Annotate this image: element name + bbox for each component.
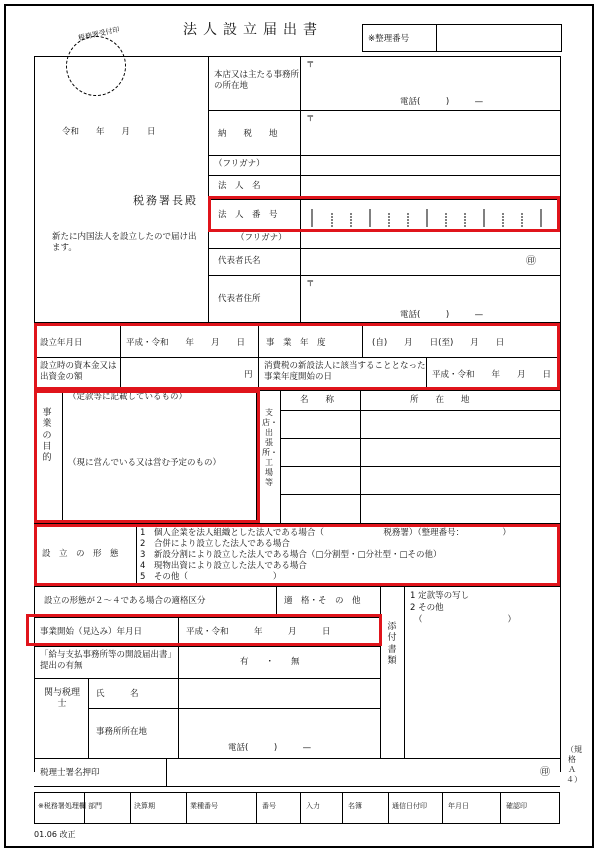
consumption-label: 消費税の新設法人に該当することとなった事業年度開始の日: [264, 361, 426, 382]
daihyo-name-label: 代表者氏名: [218, 256, 261, 266]
attach-item-1: 1 定款等の写し: [410, 591, 470, 601]
form-item-1: 1 個人企業を法人組織とした法人である場合（ 税務署）（整理番号： ）: [140, 528, 511, 538]
tax-office-label: 税務署長殿: [133, 194, 198, 207]
capital-yen: 円: [244, 370, 253, 380]
branch-label: 支店・出張所・工場等: [262, 408, 278, 487]
highlight-form: [34, 524, 560, 586]
daihyo-phone: 電話( ) —: [400, 310, 484, 320]
footer-col-2: 決算期: [134, 802, 155, 810]
tekikaku-value[interactable]: 適 格・そ の 他: [284, 596, 361, 606]
honten-label: 本店又は主たる事務所の所在地: [214, 70, 300, 91]
hojinbango-label: 法 人 番 号: [218, 210, 278, 220]
tekikaku-label: 設立の形態が２～４である場合の適格区分: [44, 596, 206, 606]
highlight-establishment: [34, 323, 560, 390]
nozei-postal: 〒: [306, 114, 315, 124]
attach-item-3: （ ）: [414, 615, 517, 625]
highlight-purpose: [34, 390, 260, 523]
attach-label: 添付書類: [387, 622, 397, 666]
purpose-label: 事業の目的: [42, 408, 52, 463]
daihyo-addr-label: 代表者住所: [218, 294, 261, 304]
kanyo-label: 関与税理士: [44, 688, 81, 710]
attach-item-2: 2 その他: [410, 603, 444, 613]
fiscal-year-label: 事 業 年 度: [266, 338, 326, 348]
footer-col-1: 部門: [88, 802, 102, 810]
nozei-label: 納 税 地: [218, 129, 278, 139]
kyuyo-value[interactable]: 有 ・ 無: [240, 657, 300, 667]
honten-postal: 〒: [306, 60, 315, 70]
furigana-label-2: （フリガナ）: [236, 233, 287, 243]
start-date-label: 事業開始（見込み）年月日: [40, 627, 143, 637]
consumption-value[interactable]: 平成・令和 年 月 日: [432, 370, 552, 380]
form-item-2: 2 合併により設立した法人である場合: [140, 539, 290, 549]
notice-text: 新たに内国法人を設立したので届け出ます。: [52, 232, 197, 253]
form-item-4: 4 現物出資により設立した法人である場合: [140, 561, 307, 571]
establish-date-label: 設立年月日: [40, 338, 83, 348]
footer-col-0: ※税務署処理欄: [38, 802, 86, 810]
form-item-5: 5 その他（ ）: [140, 572, 282, 582]
branch-location-header: 所 在 地: [410, 395, 470, 405]
daihyo-postal: 〒: [306, 279, 315, 289]
footer-col-4: 番号: [262, 802, 276, 810]
branch-name-header: 名 称: [300, 395, 335, 405]
reception-stamp-label: 税務署受付印: [77, 25, 121, 43]
start-date-value[interactable]: 平成・令和 年 月 日: [186, 627, 331, 637]
hojinmei-label: 法 人 名: [218, 181, 261, 191]
form-label: 設 立 の 形 態: [42, 549, 119, 559]
footer-col-7: 通信日付印: [392, 802, 427, 810]
form-title: 法人設立届出書: [183, 22, 323, 38]
kanyo-phone: 電話( ) —: [228, 743, 312, 753]
seiri-label: ※整理番号: [368, 34, 410, 44]
furigana-label-1: （フリガナ）: [214, 159, 265, 169]
daihyo-seal-mark: ㊞: [526, 256, 536, 267]
signature-label: 税理士署名押印: [40, 768, 100, 778]
footer-col-6: 名簿: [348, 802, 362, 810]
kanyo-office-label: 事務所所在地: [96, 727, 148, 737]
capital-label: 設立時の資本金又は出資金の額: [40, 361, 117, 382]
footer-col-5: 入力: [306, 802, 320, 810]
establish-date-value[interactable]: 平成・令和 年 月 日: [126, 338, 246, 348]
form-item-3: 3 新設分割により設立した法人である場合（□分割型・□分社型・□その他）: [140, 550, 442, 560]
kyuyo-label: 「給与支払事務所等の開設届出書」提出の有無: [40, 650, 177, 671]
fiscal-year-value[interactable]: (自) 月 日(至) 月 日: [372, 338, 505, 348]
highlight-start-date: [26, 614, 382, 646]
footer-col-3: 業種番号: [190, 802, 218, 810]
footer-col-8: 年月日: [448, 802, 469, 810]
version-label: 01.06 改正: [34, 830, 76, 839]
reception-stamp-circle: [66, 36, 126, 96]
submission-date: 令和 年 月 日: [62, 127, 156, 137]
honten-phone: 電話( ) —: [400, 97, 484, 107]
highlight-corporate-number: [208, 196, 560, 232]
processing-row: [34, 792, 560, 824]
purpose-teikan: （定款等に記載しているもの）: [68, 392, 188, 402]
spec-label: （規格Ａ４）: [566, 745, 582, 784]
kanyo-name-label: 氏 名: [96, 689, 139, 699]
purpose-current: （現に営んでいる又は営む予定のもの）: [68, 458, 222, 468]
signature-seal-mark: ㊞: [540, 767, 550, 778]
footer-col-9: 確認印: [506, 802, 527, 810]
